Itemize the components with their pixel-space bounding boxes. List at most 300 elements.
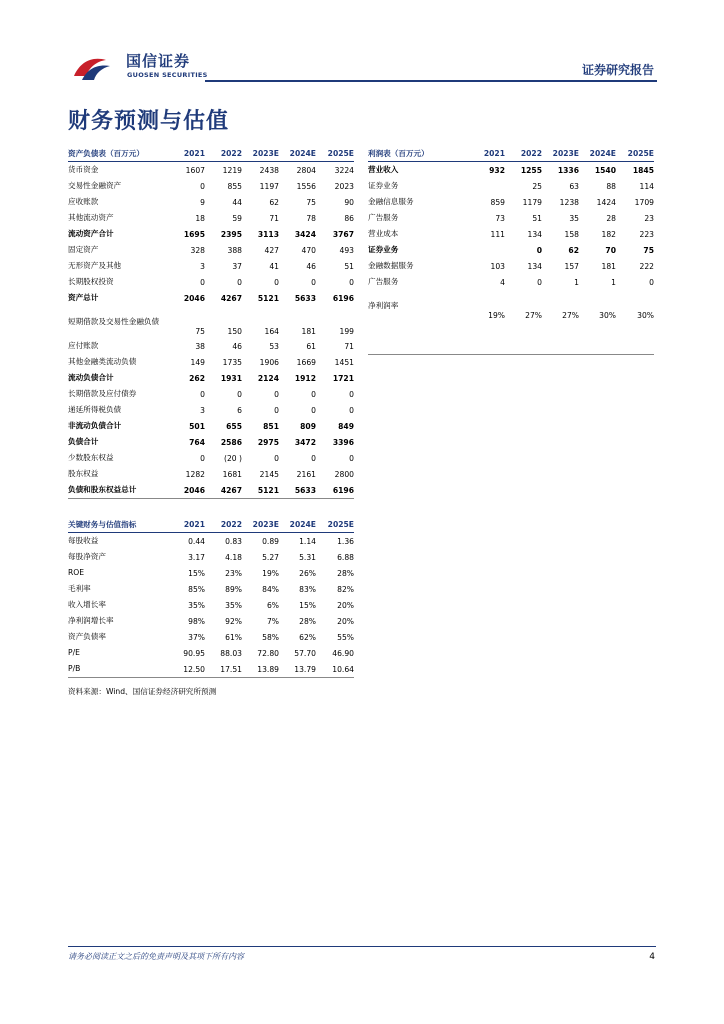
table-row xyxy=(68,162,354,179)
cell-value: 88 xyxy=(606,181,616,191)
cell-value: 38 xyxy=(195,341,205,351)
cell-value: 37% xyxy=(188,632,205,642)
cell-value: 27% xyxy=(525,311,542,320)
cell-value: 0 xyxy=(349,277,354,287)
cell-value: 37 xyxy=(232,261,242,271)
cell-value: 1669 xyxy=(296,357,316,367)
table-row xyxy=(368,258,654,274)
cell-value: 0 xyxy=(537,277,542,287)
cell-value: 0 xyxy=(200,277,205,287)
cell-value: 164 xyxy=(264,327,279,336)
table-header-row xyxy=(368,146,654,162)
table-row xyxy=(68,549,354,565)
cell-value: 1721 xyxy=(332,373,354,383)
cell-value: 0 xyxy=(274,277,279,287)
cell-value: (20 ) xyxy=(223,453,242,463)
cell-value: 98% xyxy=(188,616,205,626)
table-title: 资产负债表（百万元） xyxy=(68,149,144,158)
cell-value: 15% xyxy=(188,568,205,578)
year-header: 2025E xyxy=(327,149,354,158)
row-label: 毛利率 xyxy=(68,584,91,593)
row-label: 证券业务 xyxy=(368,245,399,254)
table-row xyxy=(68,597,354,613)
cell-value: 27% xyxy=(562,311,579,320)
cell-value: 809 xyxy=(300,421,316,431)
cell-value: 3 xyxy=(200,261,205,271)
table-row xyxy=(68,613,354,629)
cell-value: 1424 xyxy=(596,197,616,207)
cell-value: 3.17 xyxy=(188,552,205,562)
row-label: 应付账款 xyxy=(68,341,99,350)
cell-value: 59 xyxy=(232,213,242,223)
row-label: 广告服务 xyxy=(368,277,399,286)
cell-value: 0 xyxy=(237,389,242,399)
cell-value: 2046 xyxy=(183,485,205,495)
brand-name-en: GUOSEN SECURITIES xyxy=(127,71,208,79)
row-label: 收入增长率 xyxy=(68,600,106,609)
cell-value: 1197 xyxy=(259,181,279,191)
year-header: 2024E xyxy=(589,149,616,158)
cell-value: 35 xyxy=(569,213,579,223)
cell-value: 2438 xyxy=(259,165,279,175)
cell-value: 859 xyxy=(490,197,505,207)
year-header: 2025E xyxy=(327,520,354,529)
cell-value: 55% xyxy=(337,632,354,642)
cell-value: 1931 xyxy=(220,373,242,383)
row-label: 金融信息服务 xyxy=(368,197,414,206)
cell-value: 2395 xyxy=(220,229,242,239)
cell-value: 1451 xyxy=(334,357,354,367)
cell-value: 2124 xyxy=(257,373,279,383)
table-row xyxy=(68,370,354,386)
cell-value: 764 xyxy=(189,437,205,447)
table-row xyxy=(68,338,354,354)
table-row xyxy=(68,450,354,466)
footer-divider xyxy=(68,946,656,947)
cell-value: 13.79 xyxy=(294,664,316,674)
cell-value: 1282 xyxy=(185,469,205,479)
cell-value: 20% xyxy=(337,616,354,626)
cell-value: 222 xyxy=(639,261,654,271)
cell-value: 0 xyxy=(349,453,354,463)
cell-value: 223 xyxy=(639,229,654,239)
cell-value: 3113 xyxy=(257,229,279,239)
cell-value: 427 xyxy=(264,245,279,255)
table-row xyxy=(68,386,354,402)
cell-value: 78 xyxy=(306,213,316,223)
cell-value: 75 xyxy=(195,327,205,336)
year-header: 2023E xyxy=(252,520,279,529)
cell-value: 0 xyxy=(200,389,205,399)
cell-value: 85% xyxy=(188,584,205,594)
table-row xyxy=(68,466,354,482)
cell-value: 2800 xyxy=(334,469,354,479)
table-row xyxy=(368,178,654,194)
cell-value: 5.27 xyxy=(262,552,279,562)
data-source-note: 资料来源：Wind、国信证券经济研究所预测 xyxy=(68,687,217,696)
cell-value: 2046 xyxy=(183,293,205,303)
cell-value: 0 xyxy=(200,181,205,191)
income-statement-table xyxy=(368,146,654,355)
row-label: 少数股东权益 xyxy=(68,453,114,462)
cell-value: 1607 xyxy=(185,165,205,175)
cell-value xyxy=(468,178,505,194)
cell-value: 28 xyxy=(606,213,616,223)
row-label: 非流动负债合计 xyxy=(68,421,122,430)
year-header: 2022 xyxy=(220,149,242,158)
cell-value: 1219 xyxy=(222,165,242,175)
cell-value: 0 xyxy=(311,453,316,463)
cell-value: 28% xyxy=(299,616,316,626)
table-header-row xyxy=(68,517,354,533)
cell-value: 51 xyxy=(532,213,542,223)
row-label: 其他金融类流动负债 xyxy=(68,357,137,366)
key-ratios-table xyxy=(68,517,354,678)
cell-value: 0 xyxy=(536,245,542,255)
cell-value: 51 xyxy=(344,261,354,271)
brand-name-cn: 国信证券 xyxy=(126,52,191,70)
cell-value: 1695 xyxy=(183,229,205,239)
cell-value: 20% xyxy=(337,600,354,610)
table-row xyxy=(368,290,654,322)
row-label: 交易性金融资产 xyxy=(68,181,122,190)
cell-value: 849 xyxy=(338,421,354,431)
cell-value: 103 xyxy=(490,261,505,271)
cell-value: 157 xyxy=(564,261,579,271)
cell-value: 0 xyxy=(237,277,242,287)
year-header: 2024E xyxy=(289,149,316,158)
cell-value: 0 xyxy=(274,405,279,415)
table-row xyxy=(368,322,654,355)
cell-value: 72.80 xyxy=(257,648,279,658)
cell-value: 4 xyxy=(500,277,505,287)
table-row xyxy=(68,242,354,258)
cell-value: 62 xyxy=(269,197,279,207)
cell-value: 181 xyxy=(301,327,316,336)
cell-value: 7% xyxy=(266,616,279,626)
cell-value: 4.18 xyxy=(225,552,242,562)
cell-value: 2023 xyxy=(334,181,354,191)
balance-sheet-table xyxy=(68,146,354,499)
cell-value: 501 xyxy=(189,421,205,431)
cell-value: 1336 xyxy=(557,165,579,175)
table-row xyxy=(68,482,354,499)
cell-value: 6196 xyxy=(332,485,354,495)
row-label: 流动资产合计 xyxy=(68,229,114,238)
page-header xyxy=(0,0,724,86)
cell-value: 89% xyxy=(225,584,242,594)
cell-value: 41 xyxy=(269,261,279,271)
table-row xyxy=(68,258,354,274)
cell-value: 84% xyxy=(262,584,279,594)
cell-value: 35% xyxy=(225,600,242,610)
row-label: 净利润率 xyxy=(368,301,399,310)
cell-value: 88.03 xyxy=(220,648,242,658)
cell-value: 19% xyxy=(262,568,279,578)
table-row xyxy=(68,629,354,645)
cell-value: 19% xyxy=(488,311,505,320)
cell-value: 86 xyxy=(344,213,354,223)
row-label: 短期借款及交易性金融负债 xyxy=(68,317,160,326)
cell-value: 63 xyxy=(569,181,579,191)
cell-value: 30% xyxy=(599,311,616,320)
cell-value: 75 xyxy=(643,245,654,255)
cell-value: 46.90 xyxy=(332,648,354,658)
table-row xyxy=(68,354,354,370)
table-row xyxy=(68,661,354,678)
table-header-row xyxy=(68,146,354,162)
cell-value: 5121 xyxy=(257,485,279,495)
cell-value: 82% xyxy=(337,584,354,594)
cell-value: 18 xyxy=(195,213,205,223)
cell-value: 15% xyxy=(299,600,316,610)
cell-value: 3424 xyxy=(294,229,316,239)
cell-value: 158 xyxy=(564,229,579,239)
cell-value: 655 xyxy=(226,421,242,431)
cell-value: 2586 xyxy=(220,437,242,447)
cell-value: 0 xyxy=(349,405,354,415)
cell-value: 0 xyxy=(649,277,654,287)
table-row xyxy=(68,418,354,434)
cell-value: 23 xyxy=(644,213,654,223)
row-label: 负债合计 xyxy=(68,437,99,446)
guosen-logo-icon xyxy=(72,52,112,82)
cell-value: 1906 xyxy=(259,357,279,367)
cell-value: 3396 xyxy=(332,437,354,447)
cell-value: 1179 xyxy=(522,197,542,207)
cell-value: 1.14 xyxy=(299,536,316,546)
table-row xyxy=(68,533,354,550)
cell-value: 134 xyxy=(527,261,542,271)
table-row xyxy=(68,194,354,210)
cell-value: 0 xyxy=(311,277,316,287)
cell-value: 62 xyxy=(568,245,579,255)
table-title: 关键财务与估值指标 xyxy=(68,520,137,529)
cell-value: 1735 xyxy=(222,357,242,367)
cell-value: 1.36 xyxy=(337,536,354,546)
table-row xyxy=(68,402,354,418)
year-header: 2021 xyxy=(183,520,205,529)
cell-value: 61 xyxy=(306,341,316,351)
row-label: P/B xyxy=(68,664,81,673)
year-header: 2025E xyxy=(627,149,654,158)
cell-value: 1912 xyxy=(294,373,316,383)
cell-value: 2804 xyxy=(296,165,316,175)
cell-value: 30% xyxy=(637,311,654,320)
table-row xyxy=(368,226,654,242)
cell-value: 10.64 xyxy=(332,664,354,674)
cell-value: 13.89 xyxy=(257,664,279,674)
table-row xyxy=(68,565,354,581)
cell-value: 0 xyxy=(274,389,279,399)
cell-value: 150 xyxy=(227,327,242,336)
cell-value: 46 xyxy=(306,261,316,271)
table-row xyxy=(368,194,654,210)
cell-value: 0.44 xyxy=(188,536,205,546)
cell-value: 5121 xyxy=(257,293,279,303)
cell-value: 6.88 xyxy=(337,552,354,562)
cell-value xyxy=(505,322,542,355)
row-label: 负债和股东权益总计 xyxy=(68,485,137,494)
cell-value: 199 xyxy=(339,327,354,336)
cell-value: 17.51 xyxy=(220,664,242,674)
cell-value: 328 xyxy=(190,245,205,255)
row-label: P/E xyxy=(68,648,80,657)
row-label: 资产总计 xyxy=(68,293,99,302)
row-label: 金融数据服务 xyxy=(368,261,414,270)
cell-value: 181 xyxy=(601,261,616,271)
cell-value: 262 xyxy=(189,373,205,383)
table-row xyxy=(68,290,354,306)
table-row xyxy=(68,581,354,597)
row-label: 应收账款 xyxy=(68,197,99,206)
cell-value: 114 xyxy=(639,181,654,191)
cell-value: 75 xyxy=(306,197,316,207)
row-label: 无形资产及其他 xyxy=(68,261,122,270)
row-label: 净利润增长率 xyxy=(68,616,114,625)
row-label: 营业成本 xyxy=(368,229,399,238)
table-row xyxy=(368,210,654,226)
cell-value: 149 xyxy=(190,357,205,367)
cell-value: 493 xyxy=(339,245,354,255)
year-header: 2022 xyxy=(220,520,242,529)
cell-value: 90.95 xyxy=(183,648,205,658)
cell-value xyxy=(616,322,654,355)
header-divider xyxy=(205,80,657,82)
cell-value: 92% xyxy=(225,616,242,626)
cell-value: 6196 xyxy=(332,293,354,303)
cell-value: 71 xyxy=(269,213,279,223)
cell-value: 61% xyxy=(225,632,242,642)
cell-value: 1845 xyxy=(632,165,654,175)
row-label: 其他流动资产 xyxy=(68,213,114,222)
year-header: 2023E xyxy=(252,149,279,158)
cell-value xyxy=(468,242,505,258)
cell-value: 3472 xyxy=(294,437,316,447)
table-row xyxy=(68,645,354,661)
table-row xyxy=(68,306,354,338)
row-label: 每股净资产 xyxy=(68,552,106,561)
cell-value xyxy=(579,322,616,355)
cell-value: 1556 xyxy=(296,181,316,191)
cell-value xyxy=(468,322,505,355)
table-row xyxy=(68,434,354,450)
cell-value: 0 xyxy=(311,389,316,399)
cell-value: 855 xyxy=(227,181,242,191)
row-label: 广告服务 xyxy=(368,213,399,222)
year-header: 2024E xyxy=(289,520,316,529)
year-header: 2021 xyxy=(183,149,205,158)
row-label: 证券业务 xyxy=(368,181,399,190)
cell-value: 5633 xyxy=(294,293,316,303)
row-label: 长期借款及应付债券 xyxy=(68,389,137,398)
row-label: 货币资金 xyxy=(68,165,99,174)
cell-value xyxy=(542,322,579,355)
cell-value: 2975 xyxy=(257,437,279,447)
cell-value: 3767 xyxy=(332,229,354,239)
cell-value: 70 xyxy=(605,245,616,255)
cell-value: 12.50 xyxy=(183,664,205,674)
cell-value: 4267 xyxy=(220,485,242,495)
cell-value: 470 xyxy=(301,245,316,255)
row-label: ROE xyxy=(68,568,85,577)
cell-value: 2161 xyxy=(296,469,316,479)
cell-value: 3224 xyxy=(334,165,354,175)
row-label: 固定资产 xyxy=(68,245,99,254)
cell-value: 5633 xyxy=(294,485,316,495)
cell-value: 6% xyxy=(266,600,279,610)
cell-value: 25 xyxy=(532,181,542,191)
cell-value: 9 xyxy=(200,197,205,207)
cell-value: 1681 xyxy=(222,469,242,479)
cell-value: 1238 xyxy=(559,197,579,207)
table-row xyxy=(68,210,354,226)
cell-value: 932 xyxy=(489,165,505,175)
table-row xyxy=(368,162,654,179)
cell-value: 62% xyxy=(299,632,316,642)
table-title: 利润表（百万元） xyxy=(368,149,429,158)
cell-value: 26% xyxy=(299,568,316,578)
cell-value: 0 xyxy=(311,405,316,415)
cell-value: 2145 xyxy=(259,469,279,479)
cell-value: 0.89 xyxy=(262,536,279,546)
table-row xyxy=(68,274,354,290)
page-title: 财务预测与估值 xyxy=(68,109,230,134)
row-label: 流动负债合计 xyxy=(68,373,114,382)
cell-value: 1540 xyxy=(594,165,616,175)
cell-value: 90 xyxy=(344,197,354,207)
cell-value: 57.70 xyxy=(294,648,316,658)
cell-value: 111 xyxy=(490,229,505,239)
cell-value: 6 xyxy=(237,405,242,415)
row-label: 资产负债率 xyxy=(68,632,106,641)
table-row xyxy=(68,226,354,242)
cell-value: 1 xyxy=(611,277,616,287)
cell-value: 23% xyxy=(225,568,242,578)
cell-value: 388 xyxy=(227,245,242,255)
table-row xyxy=(368,274,654,290)
cell-value: 182 xyxy=(601,229,616,239)
row-label xyxy=(368,322,468,355)
cell-value: 73 xyxy=(495,213,505,223)
cell-value: 1709 xyxy=(634,197,654,207)
row-label: 递延所得税负债 xyxy=(68,405,122,414)
year-header: 2023E xyxy=(552,149,579,158)
cell-value: 28% xyxy=(337,568,354,578)
cell-value: 83% xyxy=(299,584,316,594)
cell-value: 851 xyxy=(263,421,279,431)
report-type-label: 证券研究报告 xyxy=(581,63,654,77)
row-label: 股东权益 xyxy=(68,469,99,478)
cell-value: 4267 xyxy=(220,293,242,303)
cell-value: 1 xyxy=(574,277,579,287)
row-label: 每股收益 xyxy=(68,536,99,545)
cell-value: 35% xyxy=(188,600,205,610)
table-row xyxy=(368,242,654,258)
cell-value: 0.83 xyxy=(225,536,242,546)
cell-value: 58% xyxy=(262,632,279,642)
disclaimer-link[interactable]: 请务必阅读正文之后的免责声明及其项下所有内容 xyxy=(68,952,244,961)
year-header: 2021 xyxy=(483,149,505,158)
row-label: 营业收入 xyxy=(368,165,399,174)
cell-value: 0 xyxy=(200,453,205,463)
table-row xyxy=(68,178,354,194)
cell-value: 0 xyxy=(274,453,279,463)
year-header: 2022 xyxy=(520,149,542,158)
cell-value: 53 xyxy=(269,341,279,351)
cell-value: 0 xyxy=(349,389,354,399)
cell-value: 5.31 xyxy=(299,552,316,562)
